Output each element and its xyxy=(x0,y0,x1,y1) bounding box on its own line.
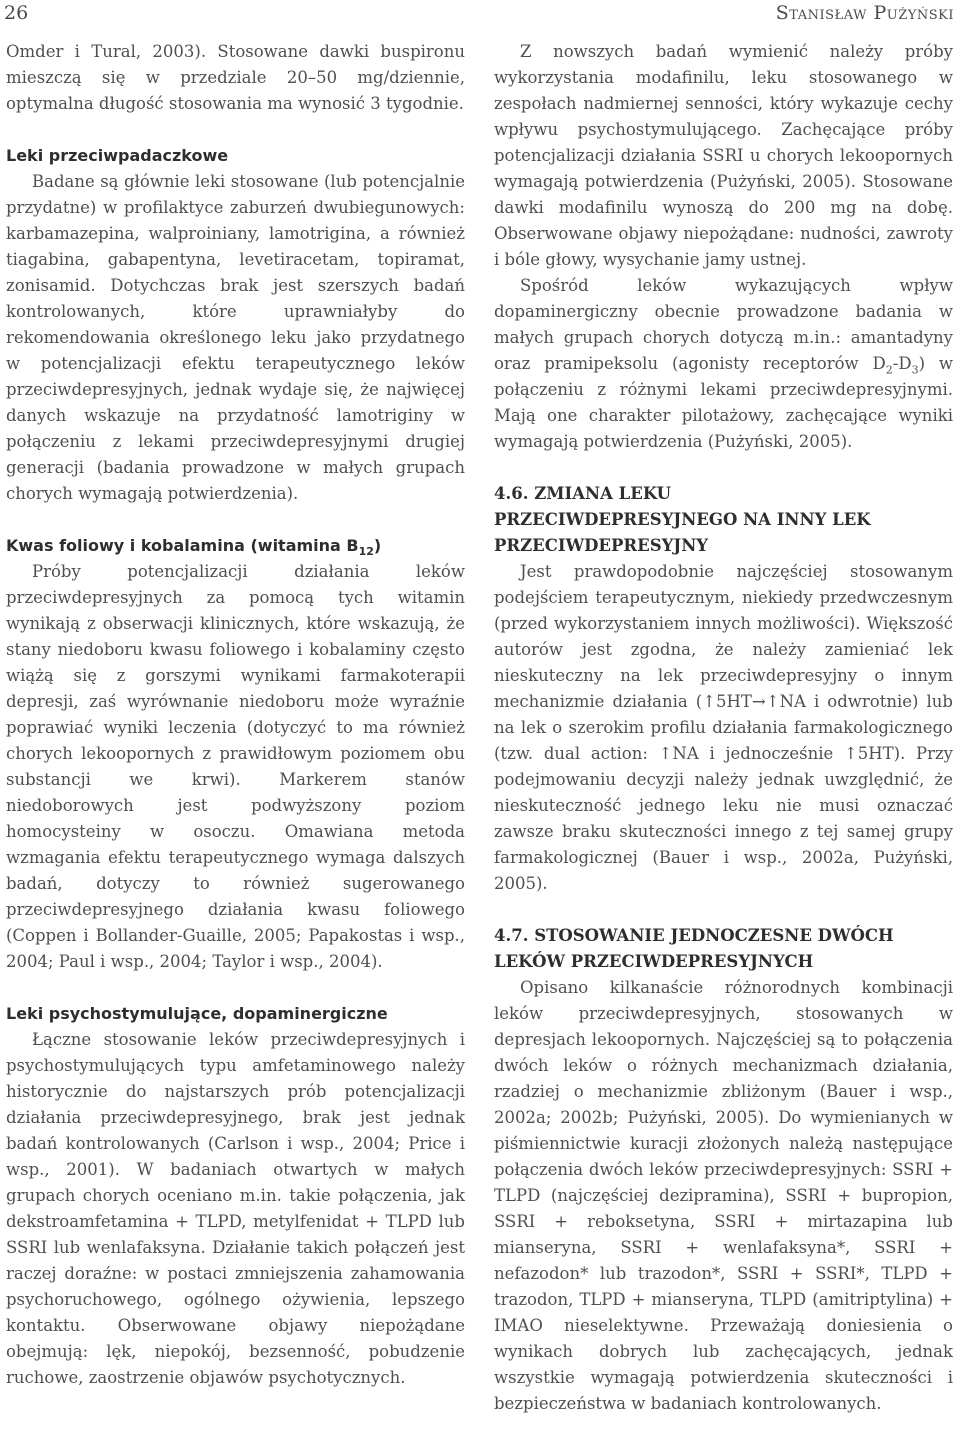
section-heading xyxy=(494,481,953,559)
paragraph: Badane są głównie leki stosowane (lub potencjalnie przydatne) w profilaktyce zaburzeń dwubiegunowych: karbamazepina, walproiniany, lamotrigina, a również tiagabina, gabapentyna, levetiracetam, topiramat, zonisamid. Dotychczas brak jest szerszych badań kontrolowanych, które uprawniałyby do rekomendowania określonego leku jako przydatnego w potencjalizacji efektu terapeutycznego leków przeciwdepresyjnych, jednak wydaje się, że najwięcej danych wskazuje na przydatność lamotriginy w połączeniu z lekami przeciwdepresyjnymi drugiej generacji (badania prowadzone w małych grupach chorych wymagają potwierdzenia). xyxy=(6,172,465,503)
heading-line: 4.7. STOSOWANIE JEDNOCZESNE DWÓCH xyxy=(494,926,894,945)
running-head-author: Stanisław Pużyński xyxy=(775,2,954,24)
heading-line: 4.6. ZMIANA LEKU xyxy=(494,484,671,503)
section-heading: Leki przeciwpadaczkowe xyxy=(6,146,229,165)
left-column xyxy=(6,39,465,1391)
paragraph: Opisano kilkanaście różnorodnych kombinacji leków przeciwdepresyjnych, stosowanych w depresjach lekoopornych. Najczęściej są to połączenia dwóch leków o różnych mechanizmach działania, rzadziej o mechanizmie zbliżonym (Bauer i wsp., 2002a; 2002b; Pużyński, 2005). Do wymienianych w piśmiennictwie kuracji złożonych należą następujące połączenia dwóch leków przeciwdepresyjnych: SSRI + TLPD (najczęściej dezipramina), SSRI + bupropion, SSRI + reboksetyna, SSRI + mirtazapina lub mianseryna, SSRI + wenlafaksyna*, SSRI + nefazodon* lub trazodon*, SSRI + SSRI*, TLPD + trazodon, TLPD + mianseryna, TLPD (amitriptylina) + IMAO nieselektywne. Przeważają doniesienia o wynikach dobrych lub zachęcających, jednak wszystkie wymagają potwierdzenia skuteczności i bezpieczeństwa w badaniach kontrolowanych. xyxy=(494,978,953,1413)
heading-line: PRZECIWDEPRESYJNEGO NA INNY LEK xyxy=(494,510,871,529)
paragraph: Z nowszych badań wymienić należy próby wykorzystania modafinilu, leku stosowanego w zespołach nadmiernej senności, który wykazuje cechy wpływu psychostymulującego. Zachęcające próby potencjalizacji działania SSRI u chorych lekoopornych wymagają potwierdzenia (Pużyński, 2005). Stosowane dawki modafinilu wynoszą do 200 mg na dobę. Obserwowane objawy niepożądane: nudności, zawroty i bóle głowy, wysychanie jamy ustnej. xyxy=(494,42,953,269)
paragraph: Omder i Tural, 2003). Stosowane dawki buspironu mieszczą się w przedziale 20–50 mg/dziennie, optymalna długość stosowania ma wynosić 3 tygodnie. xyxy=(6,42,465,113)
section-heading: Kwas foliowy i kobalamina (witamina $B_{12}$) xyxy=(6,536,382,559)
heading-line: PRZECIWDEPRESYJNY xyxy=(494,536,709,555)
section-heading: Leki psychostymulujące, dopaminergiczne xyxy=(6,1004,388,1023)
paragraph: Próby potencjalizacji działania leków przeciwdepresyjnych za pomocą tych witamin wynikają z obserwacji klinicznych, które wskazują, że stany niedoboru kwasu foliowego i kobalaminy często wiążą się z gorszymi wynikami farmakoterapii depresji, zaś wyrównanie niedoboru może wyraźnie poprawiać wyniki leczenia (dotyczyć to ma również chorych lekoopornych z prawidłowym poziomem obu substancji we krwi). Markerem stanów niedoborowych jest podwyższony poziom homocysteiny w osoczu. Omawiana metoda wzmagania efektu terapeutycznego wymaga dalszych badań, dotyczy to również sugerowanego przeciwdepresyjnego działania kwasu foliowego (Coppen i Bollander-Guaille, 2005; Papakostas i wsp., 2004; Paul i wsp., 2004; Taylor i wsp., 2004). xyxy=(6,562,465,971)
paragraph: Jest prawdopodobnie najczęściej stosowanym podejściem terapeutycznym, niekiedy przedwczesnym (przed wykorzystaniem innych możliwości). Większość autorów jest zgodna, że należy zamieniać lek nieskuteczny na lek przeciwdepresyjny o innym mechanizmie działania (↑5HT→↑NA i odwrotnie) lub na lek o szerokim profilu działania farmakologicznego (tzw. dual action: ↑NA i jednocześnie ↑5HT). Przy podejmowaniu decyzji należy jednak uwzględnić, że nieskuteczność jednego leku nie musi oznaczać zawsze braku skuteczności innego z tej samej grupy farmakologicznej (Bauer i wsp., 2002a, Pużyński, 2005). xyxy=(494,562,953,893)
page-number: 26 xyxy=(4,2,29,24)
heading-line: LEKÓW PRZECIWDEPRESYJNYCH xyxy=(494,952,814,971)
paragraph: Łączne stosowanie leków przeciwdepresyjnych i psychostymulujących typu amfetaminowego należy historycznie do najstarszych prób potencjalizacji działania przeciwdepresyjnego, brak jest jednak badań kontrolowanych (Carlson i wsp., 2004; Price i wsp., 2001). W badaniach otwartych w małych grupach chorych oceniano m.in. takie połączenia, jak dekstroamfetamina + TLPD, metylfenidat + TLPD lub SSRI lub wenlafaksyna. Działanie takich połączeń jest raczej doraźne: w postaci zmniejszenia zahamowania psychoruchowego, ogólnego ożywienia, lepszego kontaktu. Obserwowane objawy niepożądane obejmują: lęk, niepokój, bezsenność, pobudzenie ruchowe, zaostrzenie objawów psychotycznych. xyxy=(6,1030,465,1387)
paragraph: Spośród leków wykazujących wpływ dopaminergiczny obecnie prowadzone badania w małych grupach chorych dotyczą m.in.: amantadyny oraz pramipeksolu (agonisty receptorów $D_2-D_3$) w połączeniu z różnymi lekami przeciwdepresyjnymi. Mają one charakter pilotażowy, zachęcające wyniki wymagają potwierdzenia (Pużyński, 2005). xyxy=(494,276,953,451)
section-heading xyxy=(494,923,953,975)
right-column xyxy=(494,39,953,1417)
